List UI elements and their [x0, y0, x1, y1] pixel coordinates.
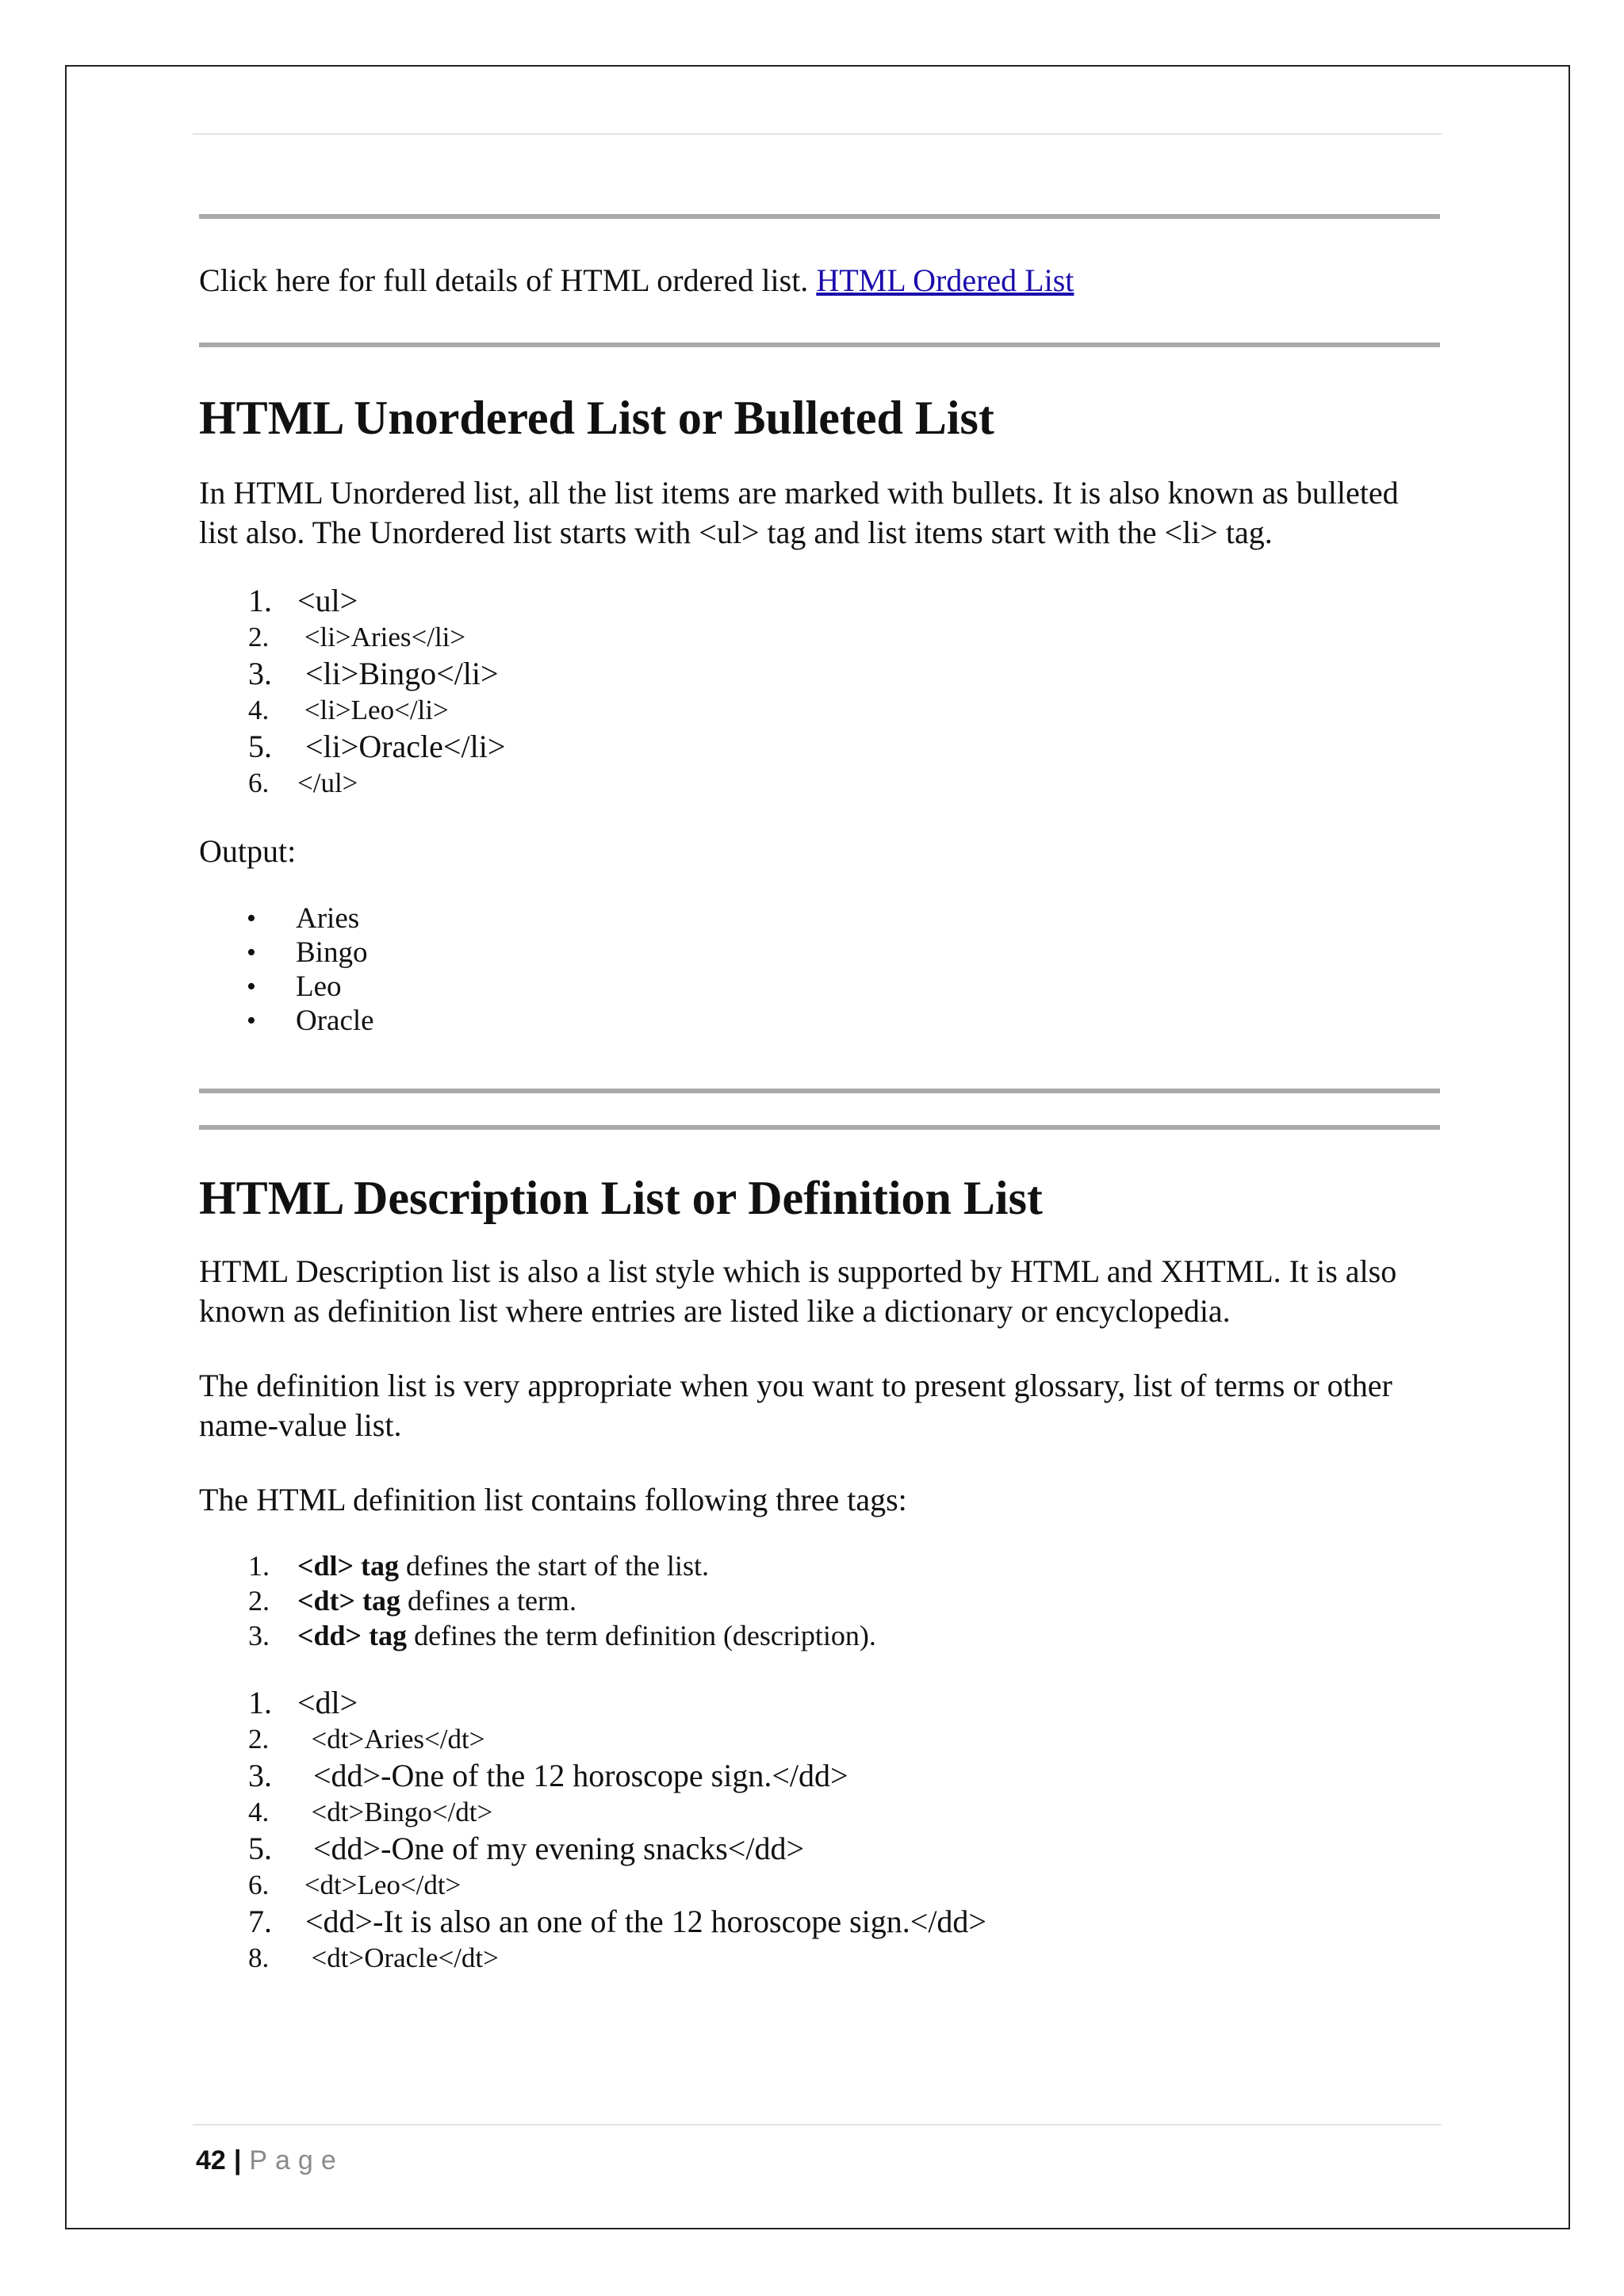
document-body [199, 214, 1440, 1976]
code-text: <dt>Oracle</dt> [297, 1942, 499, 1973]
line-number: 4. [248, 1797, 270, 1827]
description-paragraph-2: The definition list is very appropriate when you want to present glossary, list of terms or other name-value list. [199, 1368, 1392, 1443]
line-number: 2. [248, 622, 270, 652]
list-item [199, 1548, 1440, 1583]
tag-name: <dd> tag [297, 1620, 408, 1651]
tag-description: defines the start of the list. [399, 1550, 709, 1582]
line-number: 3. [248, 1758, 272, 1793]
line-number: 8. [248, 1942, 270, 1973]
description-list-heading: HTML Description List or Definition List [199, 1172, 1043, 1224]
description-paragraph-1: HTML Description list is also a list style which is supported by HTML and XHTML. It is also known as definition list where entries are listed like a dictionary or encyclopedia. [199, 1253, 1397, 1329]
definition-code-list [199, 1685, 1440, 1976]
list-item [199, 970, 1440, 1004]
code-line [199, 1831, 1440, 1867]
line-number: 3. [248, 656, 272, 691]
code-line [199, 619, 1440, 656]
code-text: <dt>Bingo</dt> [297, 1797, 493, 1827]
list-item [199, 1004, 1440, 1038]
list-item [199, 901, 1440, 936]
code-line [199, 1721, 1440, 1758]
code-text: <li>Oracle</li> [297, 729, 506, 764]
code-line [199, 1940, 1440, 1976]
output-bullet-list [199, 901, 1440, 1038]
line-number: 1. [248, 1685, 272, 1720]
code-line [199, 1685, 1440, 1721]
code-line [199, 1758, 1440, 1794]
tag-description: defines the term definition (description). [407, 1620, 876, 1651]
page-footer [196, 2145, 344, 2176]
list-item [199, 1583, 1440, 1618]
code-text: <li>Aries</li> [297, 622, 466, 652]
code-line [199, 692, 1440, 729]
line-number: 1. [248, 583, 272, 618]
definition-tags-list [199, 1548, 1440, 1653]
code-text: <dd>-One of my evening snacks</dd> [297, 1831, 805, 1866]
list-item-text: Oracle [296, 1004, 374, 1037]
unordered-list-heading: HTML Unordered List or Bulleted List [199, 392, 994, 444]
line-number: 7. [248, 1904, 272, 1939]
tag-name: <dt> tag [297, 1585, 401, 1617]
footer-separator: | [233, 2145, 242, 2175]
code-text: <ul> [297, 583, 358, 618]
intro-paragraph [199, 261, 1440, 300]
item-number: 3. [248, 1620, 270, 1651]
bullet-icon: • [247, 938, 256, 967]
description-paragraph-3: The HTML definition list contains following three tags: [199, 1482, 907, 1517]
tag-description: defines a term. [400, 1585, 576, 1617]
line-number: 6. [248, 1869, 270, 1900]
section-divider [199, 1125, 1440, 1130]
list-item-text: Leo [296, 970, 342, 1003]
line-number: 2. [248, 1724, 270, 1755]
header-rule [193, 133, 1442, 135]
line-number: 6. [248, 767, 270, 798]
bullet-icon: • [247, 904, 256, 933]
code-text: <dd>-One of the 12 horoscope sign.</dd> [297, 1758, 848, 1793]
code-text: <dt>Aries</dt> [297, 1724, 485, 1755]
html-ordered-list-link[interactable]: HTML Ordered List [816, 262, 1074, 298]
code-line [199, 583, 1440, 619]
line-number: 4. [248, 695, 270, 725]
section-divider [199, 214, 1440, 219]
footer-rule [193, 2124, 1442, 2126]
list-item-text: Bingo [296, 936, 368, 969]
code-text: <dt>Leo</dt> [297, 1869, 462, 1900]
code-line [199, 765, 1440, 802]
unordered-code-list [199, 583, 1440, 802]
code-text: <dl> [297, 1685, 358, 1720]
tag-name: <dl> tag [297, 1550, 400, 1582]
code-text: <li>Leo</li> [297, 695, 449, 725]
code-text: <dd>-It is also an one of the 12 horoscope sign.</dd> [297, 1904, 986, 1939]
output-label: Output: [199, 833, 297, 869]
item-number: 1. [248, 1550, 270, 1582]
unordered-paragraph: In HTML Unordered list, all the list items are marked with bullets. It is also known as bulleted list also. The Unordered list starts with <ul> tag and list items start with the <li> tag. [199, 475, 1399, 550]
code-line [199, 656, 1440, 692]
list-item [199, 1618, 1440, 1653]
code-line [199, 1867, 1440, 1904]
page-number: 42 [196, 2145, 226, 2175]
line-number: 5. [248, 729, 272, 764]
code-text: </ul> [297, 767, 358, 798]
code-line [199, 1904, 1440, 1940]
list-item-text: Aries [296, 902, 360, 935]
section-divider [199, 1089, 1440, 1093]
bullet-icon: • [247, 972, 256, 1001]
bullet-icon: • [247, 1006, 256, 1035]
page-label: Page [249, 2145, 344, 2175]
code-line [199, 729, 1440, 765]
intro-text: Click here for full details of HTML ordered list. [199, 262, 817, 298]
section-divider [199, 342, 1440, 347]
code-line [199, 1794, 1440, 1831]
line-number: 5. [248, 1831, 272, 1866]
list-item [199, 936, 1440, 970]
code-text: <li>Bingo</li> [297, 656, 499, 691]
item-number: 2. [248, 1585, 270, 1617]
